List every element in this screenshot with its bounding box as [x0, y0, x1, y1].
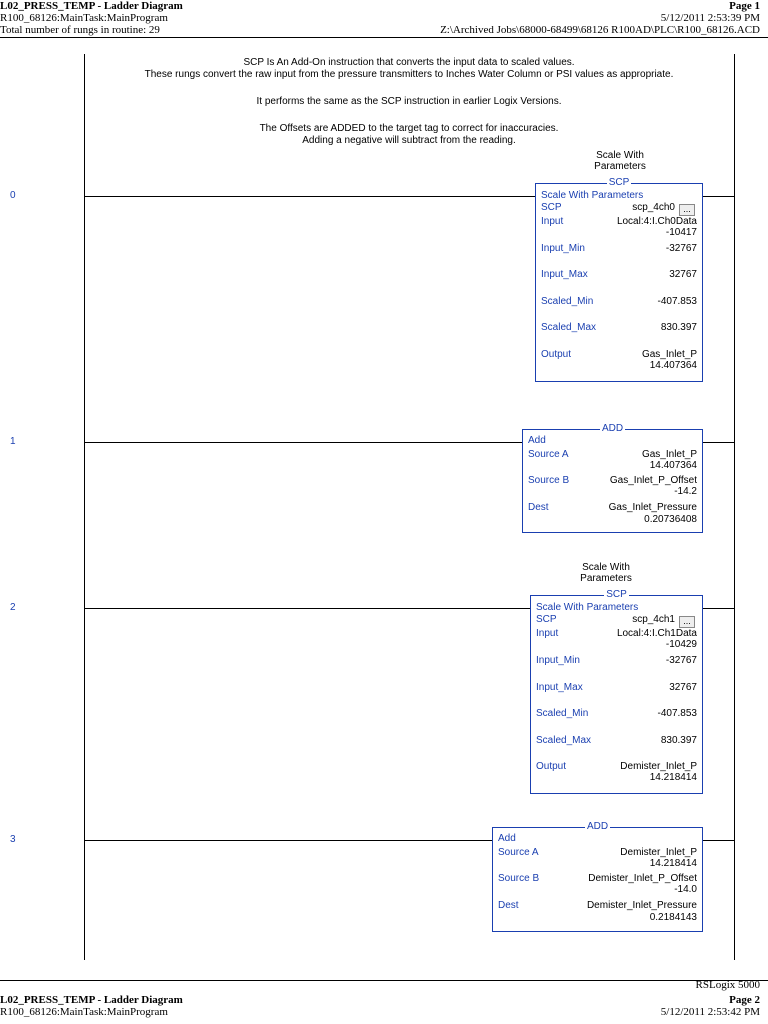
instruction-mnemonic: ADD: [601, 423, 624, 434]
instruction-name: Add: [528, 435, 546, 446]
param-label: SCP: [536, 614, 557, 625]
output-value: 14.218414: [649, 772, 697, 783]
rung-wire: [84, 196, 535, 197]
rung-number[interactable]: 1: [10, 436, 16, 447]
dest-tag[interactable]: Gas_Inlet_Pressure: [608, 502, 697, 513]
param-label: Dest: [498, 900, 519, 911]
source-a-tag[interactable]: Gas_Inlet_P: [641, 449, 697, 460]
instruction-mnemonic: SCP: [608, 177, 630, 188]
param-label: Source B: [528, 475, 570, 486]
source-a-value: 14.218414: [649, 858, 697, 869]
routine-path: R100_68126:MainTask:MainProgram: [0, 12, 168, 24]
scp-tag[interactable]: scp_4ch0: [632, 202, 675, 213]
header-divider: [0, 37, 768, 38]
rung-comment-line-1: SCP Is An Add-On instruction that converts the input data to scaled values.: [243, 57, 575, 68]
param-label: Scaled_Min: [541, 296, 594, 307]
param-label: Input: [541, 216, 564, 227]
rung-comment-line-4: The Offsets are ADDED to the target tag to correct for inaccuracies.: [259, 123, 559, 134]
rung-comment-line-5: Adding a negative will subtract from the reading.: [302, 135, 516, 146]
instruction-caption: Scale With Parameters: [580, 562, 632, 584]
rung-wire: [84, 442, 522, 443]
page-number: Page 1: [729, 0, 760, 12]
input-min-value[interactable]: -32767: [665, 655, 697, 666]
instruction-caption: Scale With Parameters: [594, 150, 646, 172]
page2-print-datetime: 5/12/2011 2:53:42 PM: [660, 1006, 760, 1018]
param-label: Scaled_Min: [536, 708, 589, 719]
param-label: Source B: [498, 873, 540, 884]
rung-wire: [84, 840, 492, 841]
ellipsis-button[interactable]: ...: [679, 204, 695, 216]
input-min-value[interactable]: -32767: [665, 243, 697, 254]
source-b-value: -14.0: [674, 884, 697, 895]
param-label: Source A: [498, 847, 539, 858]
input-value: -10429: [665, 639, 697, 650]
instruction-name: Scale With Parameters: [541, 190, 644, 201]
input-value: -10417: [665, 227, 697, 238]
param-label: Output: [536, 761, 567, 772]
rung-start-marker: [84, 422, 85, 442]
instruction-mnemonic: ADD: [586, 821, 609, 832]
param-label: Input_Max: [541, 269, 588, 280]
source-b-tag[interactable]: Demister_Inlet_P_Offset: [588, 873, 697, 884]
dest-value: 0.2184143: [649, 912, 697, 923]
page2-report-title: L02_PRESS_TEMP - Ladder Diagram: [0, 994, 183, 1006]
project-file-path: Z:\Archived Jobs\68000-68499\68126 R100AD\PLC\R100_68126.ACD: [440, 24, 760, 36]
print-datetime: 5/12/2011 2:53:39 PM: [660, 12, 760, 24]
page2-page-number: Page 2: [729, 994, 760, 1006]
add-instruction-block[interactable]: [522, 423, 703, 533]
instruction-name: Add: [498, 833, 516, 844]
input-tag[interactable]: Local:4:I.Ch0Data: [616, 216, 697, 227]
output-tag[interactable]: Demister_Inlet_P: [620, 761, 697, 772]
param-label: Scaled_Max: [536, 735, 592, 746]
left-power-rail: [84, 54, 85, 960]
source-a-value: 14.407364: [649, 460, 697, 471]
rung-number[interactable]: 3: [10, 834, 16, 845]
footer-divider: [0, 980, 768, 981]
ellipsis-button[interactable]: ...: [679, 616, 695, 628]
right-power-rail: [734, 54, 735, 960]
source-b-tag[interactable]: Gas_Inlet_P_Offset: [609, 475, 697, 486]
dest-value: 0.20736408: [644, 514, 697, 525]
output-value: 14.407364: [649, 360, 697, 371]
rung-wire: [702, 442, 734, 443]
page2-routine-path: R100_68126:MainTask:MainProgram: [0, 1006, 168, 1018]
source-a-tag[interactable]: Demister_Inlet_P: [620, 847, 697, 858]
report-title: L02_PRESS_TEMP - Ladder Diagram: [0, 0, 183, 12]
scaled-max-value[interactable]: 830.397: [660, 735, 697, 746]
rung-wire: [702, 196, 734, 197]
scp-instruction-block[interactable]: [530, 589, 703, 794]
scaled-min-value[interactable]: -407.853: [657, 296, 697, 307]
add-instruction-block[interactable]: [492, 821, 703, 932]
rung-number[interactable]: 2: [10, 602, 16, 613]
output-tag[interactable]: Gas_Inlet_P: [641, 349, 697, 360]
param-label: Output: [541, 349, 572, 360]
input-max-value[interactable]: 32767: [669, 682, 697, 693]
rung-comment-line-3: It performs the same as the SCP instruction in earlier Logix Versions.: [256, 96, 562, 107]
dest-tag[interactable]: Demister_Inlet_Pressure: [586, 900, 697, 911]
instruction-name: Scale With Parameters: [536, 602, 639, 613]
param-label: Scaled_Max: [541, 322, 597, 333]
scaled-max-value[interactable]: 830.397: [660, 322, 697, 333]
param-label: Source A: [528, 449, 569, 460]
param-label: SCP: [541, 202, 562, 213]
input-max-value[interactable]: 32767: [669, 269, 697, 280]
scp-tag[interactable]: scp_4ch1: [632, 614, 675, 625]
rung-wire: [702, 840, 734, 841]
scp-instruction-block[interactable]: [535, 177, 703, 382]
rung-count: Total number of rungs in routine: 29: [0, 24, 160, 36]
input-tag[interactable]: Local:4:I.Ch1Data: [616, 628, 697, 639]
param-label: Input_Max: [536, 682, 583, 693]
scaled-min-value[interactable]: -407.853: [657, 708, 697, 719]
param-label: Dest: [528, 502, 549, 513]
param-label: Input_Min: [536, 655, 580, 666]
rung-number[interactable]: 0: [10, 190, 16, 201]
rung-comment-line-2: These rungs convert the raw input from the pressure transmitters to Inches Water Column or PSI values as appropriate.: [144, 69, 674, 80]
rung-wire: [702, 608, 734, 609]
product-name: RSLogix 5000: [695, 979, 760, 991]
param-label: Input: [536, 628, 559, 639]
source-b-value: -14.2: [674, 486, 697, 497]
param-label: Input_Min: [541, 243, 585, 254]
rung-wire: [84, 608, 530, 609]
instruction-mnemonic: SCP: [606, 589, 627, 600]
